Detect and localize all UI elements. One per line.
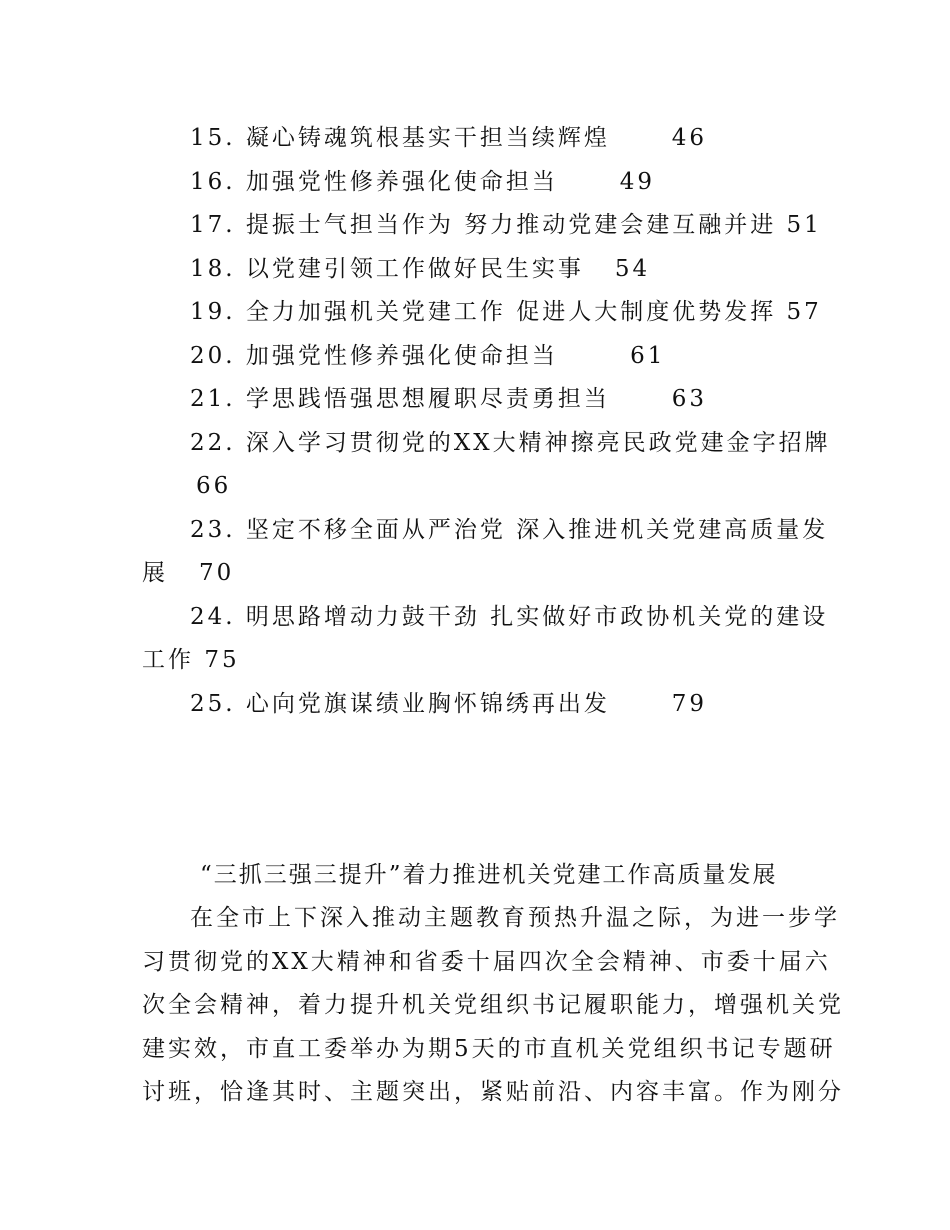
paragraph-line: 次全会精神，着力提升机关党组织书记履职能力，增强机关党 (142, 992, 844, 1018)
toc-title: 提振士气担当作为 努力推动党建会建互融并进 (245, 212, 777, 238)
paragraph-line: 建实效，市直工委举办为期5天的市直机关党组织书记专题研 (142, 1036, 836, 1062)
toc-number: 23. (190, 517, 236, 543)
toc-entry-24[interactable] (190, 602, 828, 632)
toc-entry-22-page (196, 471, 231, 501)
toc-title: 深入学习贯彻党的XX大精神擦亮民政党建金字招牌 (245, 430, 831, 456)
toc-number: 19. (190, 299, 236, 325)
toc-page-number: 46 (671, 125, 708, 151)
article-title: “三抓三强三提升”着力推进机关党建工作高质量发展 (200, 862, 778, 888)
toc-page-number: 79 (671, 691, 708, 717)
toc-page-number: 61 (630, 343, 666, 369)
toc-title-continuation: 工作 (142, 647, 194, 673)
toc-page-number: 66 (196, 473, 232, 499)
toc-title: 明思路增动力鼓干劲 扎实做好市政协机关党的建设 (245, 604, 829, 630)
toc-title: 心向党旗谋绩业胸怀锦绣再出发 (245, 691, 610, 717)
toc-number: 20. (190, 343, 236, 369)
toc-page-number: 49 (619, 169, 656, 195)
toc-number: 25. (190, 691, 236, 717)
toc-entry-21[interactable] (190, 384, 707, 414)
toc-number: 24. (190, 604, 236, 630)
toc-title-continuation: 展 (142, 560, 168, 586)
toc-number: 22. (190, 430, 236, 456)
toc-number: 21. (190, 386, 236, 412)
toc-entry-25[interactable] (190, 689, 707, 719)
toc-page-number: 54 (614, 256, 651, 282)
toc-title: 全力加强机关党建工作 促进人大制度优势发挥 (245, 299, 777, 325)
toc-page-number: 70 (198, 560, 235, 586)
toc-number: 15. (190, 125, 236, 151)
toc-page-number: 63 (671, 386, 708, 412)
toc-entry-24-cont (142, 645, 240, 675)
toc-title: 凝心铸魂筑根基实干担当续辉煌 (245, 125, 610, 151)
toc-page-number: 75 (204, 647, 240, 673)
toc-number: 17. (190, 212, 236, 238)
toc-entry-19[interactable] (190, 297, 822, 327)
toc-entry-17[interactable] (190, 210, 822, 240)
paragraph-line: 在全市上下深入推动主题教育预热升温之际，为进一步学 (190, 905, 840, 931)
toc-entry-22[interactable] (190, 428, 831, 458)
paragraph-line: 讨班，恰逢其时、主题突出，紧贴前沿、内容丰富。作为刚分 (142, 1079, 844, 1105)
toc-entry-20[interactable] (190, 341, 665, 371)
toc-number: 18. (190, 256, 236, 282)
toc-title: 加强党性修养强化使命担当 (245, 169, 558, 195)
toc-entry-23[interactable] (190, 515, 828, 545)
toc-entry-16[interactable] (190, 167, 655, 197)
toc-entry-23-cont (142, 558, 234, 588)
paragraph-line: 习贯彻党的XX大精神和省委十届四次全会精神、市委十届六 (142, 949, 831, 975)
toc-page-number: 57 (786, 299, 822, 325)
toc-title: 坚定不移全面从严治党 深入推进机关党建高质量发 (245, 517, 829, 543)
toc-number: 16. (190, 169, 236, 195)
toc-page-number: 51 (786, 212, 822, 238)
toc-title: 学思践悟强思想履职尽责勇担当 (245, 386, 610, 412)
toc-title: 以党建引领工作做好民生实事 (245, 256, 584, 282)
toc-entry-15[interactable] (190, 123, 707, 153)
toc-title: 加强党性修养强化使命担当 (245, 343, 558, 369)
toc-entry-18[interactable] (190, 254, 650, 284)
